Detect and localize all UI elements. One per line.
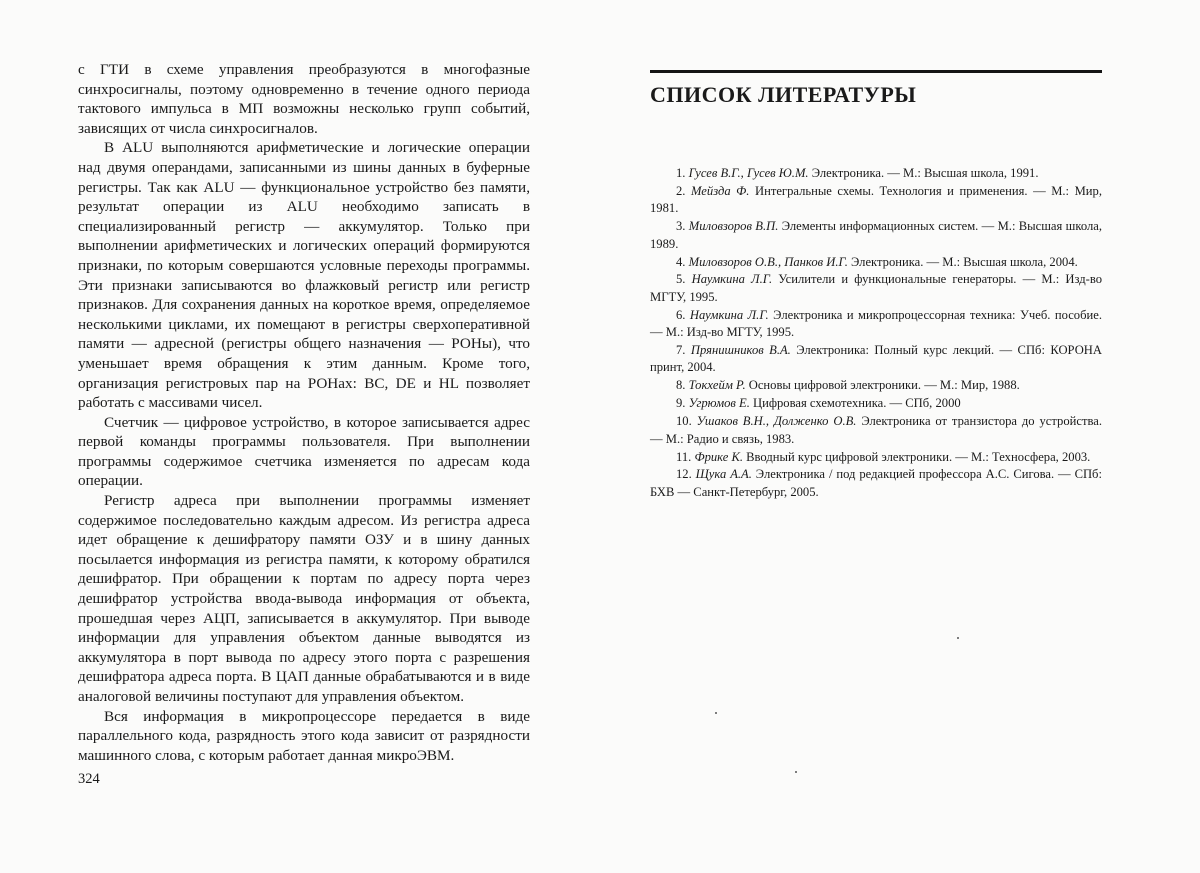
reference-authors: Миловзоров В.П. [688,219,779,234]
reference-text: Электроника от транзистора до устройства. — М.: Радио и связь, 1983. [650,414,1102,446]
reference-number: 5. [676,272,686,287]
reference-text: Основы цифровой электроники. — М.: Мир, 1988. [748,378,1020,393]
reference-list [650,165,1102,501]
reference-number: 11. [676,449,692,464]
reference-authors: Фрике К. [694,449,743,464]
reference-authors: Токхейм Р. [688,378,746,393]
paragraph-1: с ГТИ в схеме управления преобразуются в многофазные синхросигналы, поэтому одновременно в течение одного периода тактового импульса в МП возможны несколько групп событий, зависящих от числа синхросигналов. [78,61,530,137]
title-rule [650,70,1102,73]
scan-speck [715,712,717,714]
scan-speck [795,771,797,773]
paragraph-3: Счетчик — цифровое устройство, в которое записывается адрес первой команды программы пользователя. При выполнении программы содержимое счетчика изменяется по адресам кода операции. [78,413,530,490]
reference-authors: Миловзоров О.В., Панков И.Г. [688,254,848,269]
reference-number: 1. [676,166,686,180]
reference-item [650,449,1102,466]
reference-text: Цифровая схемотехника. — СПб, 2000 [753,396,961,411]
reference-authors: Угрюмов Е. [688,396,750,411]
reference-item [650,466,1102,501]
reference-number: 4. [676,254,686,269]
left-page [78,60,530,800]
bibliography-title: СПИСОК ЛИТЕРАТУРЫ [650,82,917,107]
reference-authors: Гусев В.Г., Гусев Ю.М. [688,166,809,180]
reference-item [650,413,1102,448]
reference-authors: Щука А.А. [695,467,752,482]
reference-authors: Мейзда Ф. [691,183,750,198]
reference-item [650,395,1102,412]
reference-text: Электроника / под редакцией профессора А.С. Сигова. — СПб: БХВ — Санкт-Петербург, 2005. [650,467,1102,499]
reference-authors: Ушаков В.Н., Долженко О.В. [696,414,857,429]
page-number: 324 [78,771,100,787]
reference-text: Вводный курс цифровой электроники. — М.: Техносфера, 2003. [746,449,1091,464]
reference-number: 9. [676,396,686,411]
paragraph-5: Вся информация в микропроцессоре передается в виде параллельного кода, разрядность этого кода зависит от разрядности машинного слова, с которым работает данная микроЭВМ. [78,707,530,764]
reference-item [650,377,1102,394]
reference-text: Элементы информационных систем. — М.: Высшая школа, 1989. [650,219,1102,251]
reference-number: 6. [676,307,686,322]
reference-item [650,183,1102,218]
reference-authors: Наумкина Л.Г. [689,307,769,322]
reference-text: Электроника: Полный курс лекций. — СПб: КОРОНА принт, 2004. [650,343,1102,375]
reference-text: Электроника. — М.: Высшая школа, 1991. [811,166,1039,180]
reference-item [650,307,1102,342]
right-page [650,70,1102,590]
reference-number: 12. [676,467,692,482]
reference-number: 7. [676,343,686,358]
reference-number: 8. [676,378,686,393]
reference-item [650,218,1102,253]
reference-item [650,271,1102,306]
reference-text: Усилители и функциональные генераторы. — М.: Изд-во МГТУ, 1995. [650,272,1102,304]
reference-item [650,254,1102,271]
reference-number: 2. [676,183,686,198]
reference-authors: Прянишников В.А. [690,343,791,358]
reference-item [650,342,1102,377]
reference-text: Интегральные схемы. Технология и применения. — М.: Мир, 1981. [650,183,1102,216]
paragraph-4: Регистр адреса при выполнении программы изменяет содержимое последовательно каждым адресом. Из регистра адреса идет обращение к дешифратору памяти ОЗУ и в шину данных посылается информация из регистра памяти, к которому обратился дешифратор. При обращении к портам по адресу порта через дешифратор устройства ввода-вывода информация от объекта, прошедшая через АЦП, записывается в аккумулятор. При выводе информации для управления объектом данные выводятся из аккумулятора в порт вывода по адресу этого порта с разрешения дешифратора адреса порта. В ЦАП данные обрабатываются и в виде аналоговой величины поступают для управления объектом. [78,492,530,705]
paragraph-2: В ALU выполняются арифметические и логические операции над двумя операндами, записанными из шины данных в буферные регистры. Так как ALU — функциональное устройство без памяти, результат операции из ALU необходимо записать в специализированный регистр — аккумулятор. Только при выполнении арифметических и логических операций формируются признаки, по которым совершаются условные переходы программы. Эти признаки записываются во флажковый регистр или регистр признаков. Для сохранения данных на короткое время, определяемое несколькими циклами, их помещают в регистры сверхоперативной памяти — адресной (регистры общего назначения — РОНы), что уменьшает время обращения к этим данным. Кроме того, организация регистровых пар на РОНах: ВС, DE и HL позволяет работать с массивами чисел. [78,139,530,412]
scan-speck [957,637,959,639]
reference-number: 10. [676,414,692,429]
reference-text: Электроника. — М.: Высшая школа, 2004. [851,254,1078,269]
reference-text: Электроника и микропроцессорная техника: Учеб. пособие. — М.: Изд-во МГТУ, 1995. [650,307,1102,340]
reference-item [650,165,1102,182]
reference-authors: Наумкина Л.Г. [691,272,773,287]
reference-number: 3. [676,219,686,234]
